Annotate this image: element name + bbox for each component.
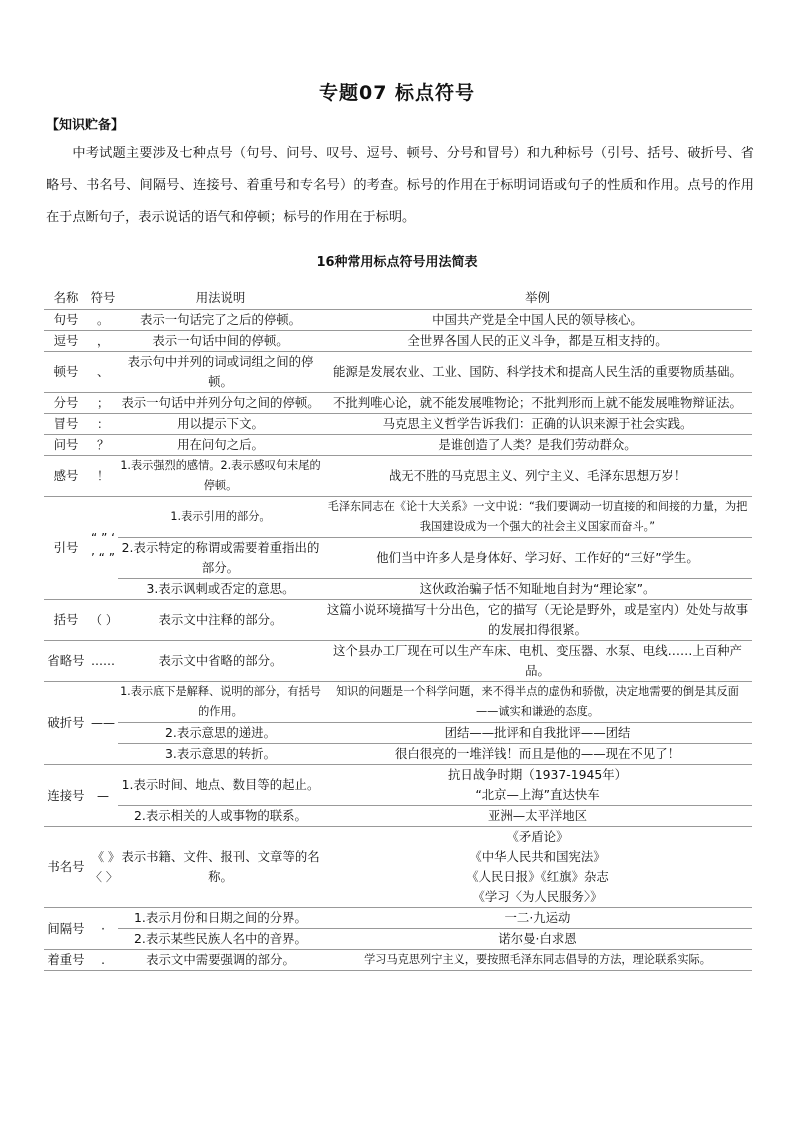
row-name: 省略号 bbox=[44, 641, 88, 682]
row-usage: 1.表示引用的部分。 bbox=[118, 497, 323, 538]
row-example: 不批判唯心论，就不能发展唯物论；不批判形而上就不能发展唯物辩证法。 bbox=[323, 393, 752, 414]
table-row bbox=[44, 908, 752, 929]
row-example: 这伙政治骗子恬不知耻地自封为“理论家”。 bbox=[323, 579, 752, 600]
table-row bbox=[44, 827, 752, 908]
row-usage: 2.表示意思的递进。 bbox=[118, 723, 323, 744]
table-row bbox=[44, 538, 752, 579]
row-symbol: · bbox=[88, 908, 118, 950]
row-usage: 表示一句话中并列分句之间的停顿。 bbox=[118, 393, 323, 414]
table-row bbox=[44, 723, 752, 744]
row-usage: 2.表示相关的人或事物的联系。 bbox=[118, 806, 323, 827]
row-name: 问号 bbox=[44, 435, 88, 456]
row-example: 团结——批评和自我批评——团结 bbox=[323, 723, 752, 744]
example-line: 《中华人民共和国宪法》 bbox=[469, 849, 606, 864]
row-symbol: 。 bbox=[88, 310, 118, 331]
row-example bbox=[323, 827, 752, 908]
table-row bbox=[44, 744, 752, 765]
example-line: 《人民日报》《红旗》杂志 bbox=[466, 869, 609, 884]
row-name: 分号 bbox=[44, 393, 88, 414]
row-usage: 表示句中并列的词或词组之间的停顿。 bbox=[118, 352, 323, 393]
punctuation-table bbox=[44, 287, 752, 971]
row-example: 这篇小说环境描写十分出色，它的描写（无论是野外，或是室内）处处与故事的发展扣得很紧。 bbox=[323, 600, 752, 641]
row-symbol: 、 bbox=[88, 352, 118, 393]
row-usage: 用以提示下文。 bbox=[118, 414, 323, 435]
row-name: 连接号 bbox=[44, 765, 88, 827]
example-line: 《矛盾论》 bbox=[506, 829, 569, 844]
row-symbol: —— bbox=[88, 682, 118, 765]
row-symbol: ！ bbox=[88, 456, 118, 497]
row-example: 马克思主义哲学告诉我们：正确的认识来源于社会实践。 bbox=[323, 414, 752, 435]
row-symbol: . bbox=[88, 950, 118, 971]
table-row bbox=[44, 414, 752, 435]
row-usage: 表示一句话中间的停顿。 bbox=[118, 331, 323, 352]
row-name: 句号 bbox=[44, 310, 88, 331]
table-row bbox=[44, 682, 752, 723]
table-header-row bbox=[44, 287, 752, 310]
row-example: 很白很亮的一堆洋钱！而且是他的——现在不见了！ bbox=[323, 744, 752, 765]
row-usage: 2.表示某些民族人名中的音界。 bbox=[118, 929, 323, 950]
row-example bbox=[323, 765, 752, 806]
header-example: 举例 bbox=[323, 287, 752, 310]
row-name: 冒号 bbox=[44, 414, 88, 435]
row-example: 是谁创造了人类？是我们劳动群众。 bbox=[323, 435, 752, 456]
row-example: 这个县办工厂现在可以生产车床、电机、变压器、水泵、电线……上百种产品。 bbox=[323, 641, 752, 682]
table-row bbox=[44, 310, 752, 331]
row-example: 诺尔曼·白求恩 bbox=[323, 929, 752, 950]
row-symbol: “ ” ‘ ’ “ ” bbox=[88, 497, 118, 600]
example-line: “北京—上海”直达快车 bbox=[475, 787, 600, 802]
row-example: 知识的问题是一个科学问题，来不得半点的虚伪和骄傲，决定地需要的倒是其反面——诚实和谦逊的态度。 bbox=[323, 682, 752, 723]
row-name: 破折号 bbox=[44, 682, 88, 765]
row-name: 感号 bbox=[44, 456, 88, 497]
row-example: 战无不胜的马克思主义、列宁主义、毛泽东思想万岁！ bbox=[323, 456, 752, 497]
row-symbol: ； bbox=[88, 393, 118, 414]
row-usage: 1.表示底下是解释、说明的部分，有括号的作用。 bbox=[118, 682, 323, 723]
row-name: 着重号 bbox=[44, 950, 88, 971]
example-line: 《学习〈为人民服务〉》 bbox=[472, 889, 603, 904]
table-row bbox=[44, 600, 752, 641]
row-example: 亚洲—太平洋地区 bbox=[323, 806, 752, 827]
row-symbol: ？ bbox=[88, 435, 118, 456]
row-usage: 3.表示讽刺或否定的意思。 bbox=[118, 579, 323, 600]
row-usage: 1.表示月份和日期之间的分界。 bbox=[118, 908, 323, 929]
row-symbol: ， bbox=[88, 331, 118, 352]
row-usage: 表示一句话完了之后的停顿。 bbox=[118, 310, 323, 331]
section-label: 【知识贮备】 bbox=[46, 118, 125, 133]
row-usage: 表示文中省略的部分。 bbox=[118, 641, 323, 682]
table-row bbox=[44, 456, 752, 497]
row-usage: 2.表示特定的称谓或需要着重指出的部分。 bbox=[118, 538, 323, 579]
row-usage: 表示书籍、文件、报刊、文章等的名称。 bbox=[118, 827, 323, 908]
table-title: 16种常用标点符号用法简表 bbox=[316, 255, 478, 270]
row-name: 书名号 bbox=[44, 827, 88, 908]
row-example: 能源是发展农业、工业、国防、科学技术和提高人民生活的重要物质基础。 bbox=[323, 352, 752, 393]
row-symbol: （ ） bbox=[88, 600, 118, 641]
row-example: 毛泽东同志在《论十大关系》一文中说：“我们要调动一切直接的和间接的力量，为把我国建设成为一个强大的社会主义国家而奋斗。” bbox=[323, 497, 752, 538]
header-usage: 用法说明 bbox=[118, 287, 323, 310]
row-usage: 3.表示意思的转折。 bbox=[118, 744, 323, 765]
intro-paragraph: 中考试题主要涉及七种点号（句号、问号、叹号、逗号、顿号、分号和冒号）和九种标号（引号、括号、破折号、省略号、书名号、间隔号、连接号、着重号和专名号）的考查。标号的作用在于标明词语或句子的性质和作用。点号的作用在于点断句子，表示说话的语气和停顿；标号的作用在于标明。 bbox=[46, 146, 754, 225]
table-row bbox=[44, 393, 752, 414]
row-example: 全世界各国人民的正义斗争，都是互相支持的。 bbox=[323, 331, 752, 352]
table-row bbox=[44, 352, 752, 393]
row-name: 顿号 bbox=[44, 352, 88, 393]
table-row bbox=[44, 929, 752, 950]
row-usage: 1.表示时间、地点、数目等的起止。 bbox=[118, 765, 323, 806]
row-example: 中国共产党是全中国人民的领导核心。 bbox=[323, 310, 752, 331]
row-usage: 表示文中注释的部分。 bbox=[118, 600, 323, 641]
row-example: 一二·九运动 bbox=[323, 908, 752, 929]
row-symbol: — bbox=[88, 765, 118, 827]
row-usage: 用在问句之后。 bbox=[118, 435, 323, 456]
table-row bbox=[44, 641, 752, 682]
row-symbol: 《 》〈 〉 bbox=[88, 827, 118, 908]
header-symbol: 符号 bbox=[88, 287, 118, 310]
row-symbol: …… bbox=[88, 641, 118, 682]
row-name: 逗号 bbox=[44, 331, 88, 352]
row-example: 他们当中许多人是身体好、学习好、工作好的“三好”学生。 bbox=[323, 538, 752, 579]
table-row bbox=[44, 497, 752, 538]
row-name: 括号 bbox=[44, 600, 88, 641]
table-row bbox=[44, 331, 752, 352]
row-symbol: ： bbox=[88, 414, 118, 435]
row-name: 引号 bbox=[44, 497, 88, 600]
table-row bbox=[44, 435, 752, 456]
header-name: 名称 bbox=[44, 287, 88, 310]
table-row bbox=[44, 950, 752, 971]
row-usage: 1.表示强烈的感情。2.表示感叹句末尾的停顿。 bbox=[118, 456, 323, 497]
table-row bbox=[44, 765, 752, 806]
row-name: 间隔号 bbox=[44, 908, 88, 950]
table-row bbox=[44, 806, 752, 827]
row-usage: 表示文中需要强调的部分。 bbox=[118, 950, 323, 971]
table-row bbox=[44, 579, 752, 600]
page-title: 专题07 标点符号 bbox=[318, 82, 476, 104]
row-example: 学习马克思列宁主义，要按照毛泽东同志倡导的方法，理论联系实际。 bbox=[323, 950, 752, 971]
example-line: 抗日战争时期（1937-1945年） bbox=[447, 767, 628, 782]
